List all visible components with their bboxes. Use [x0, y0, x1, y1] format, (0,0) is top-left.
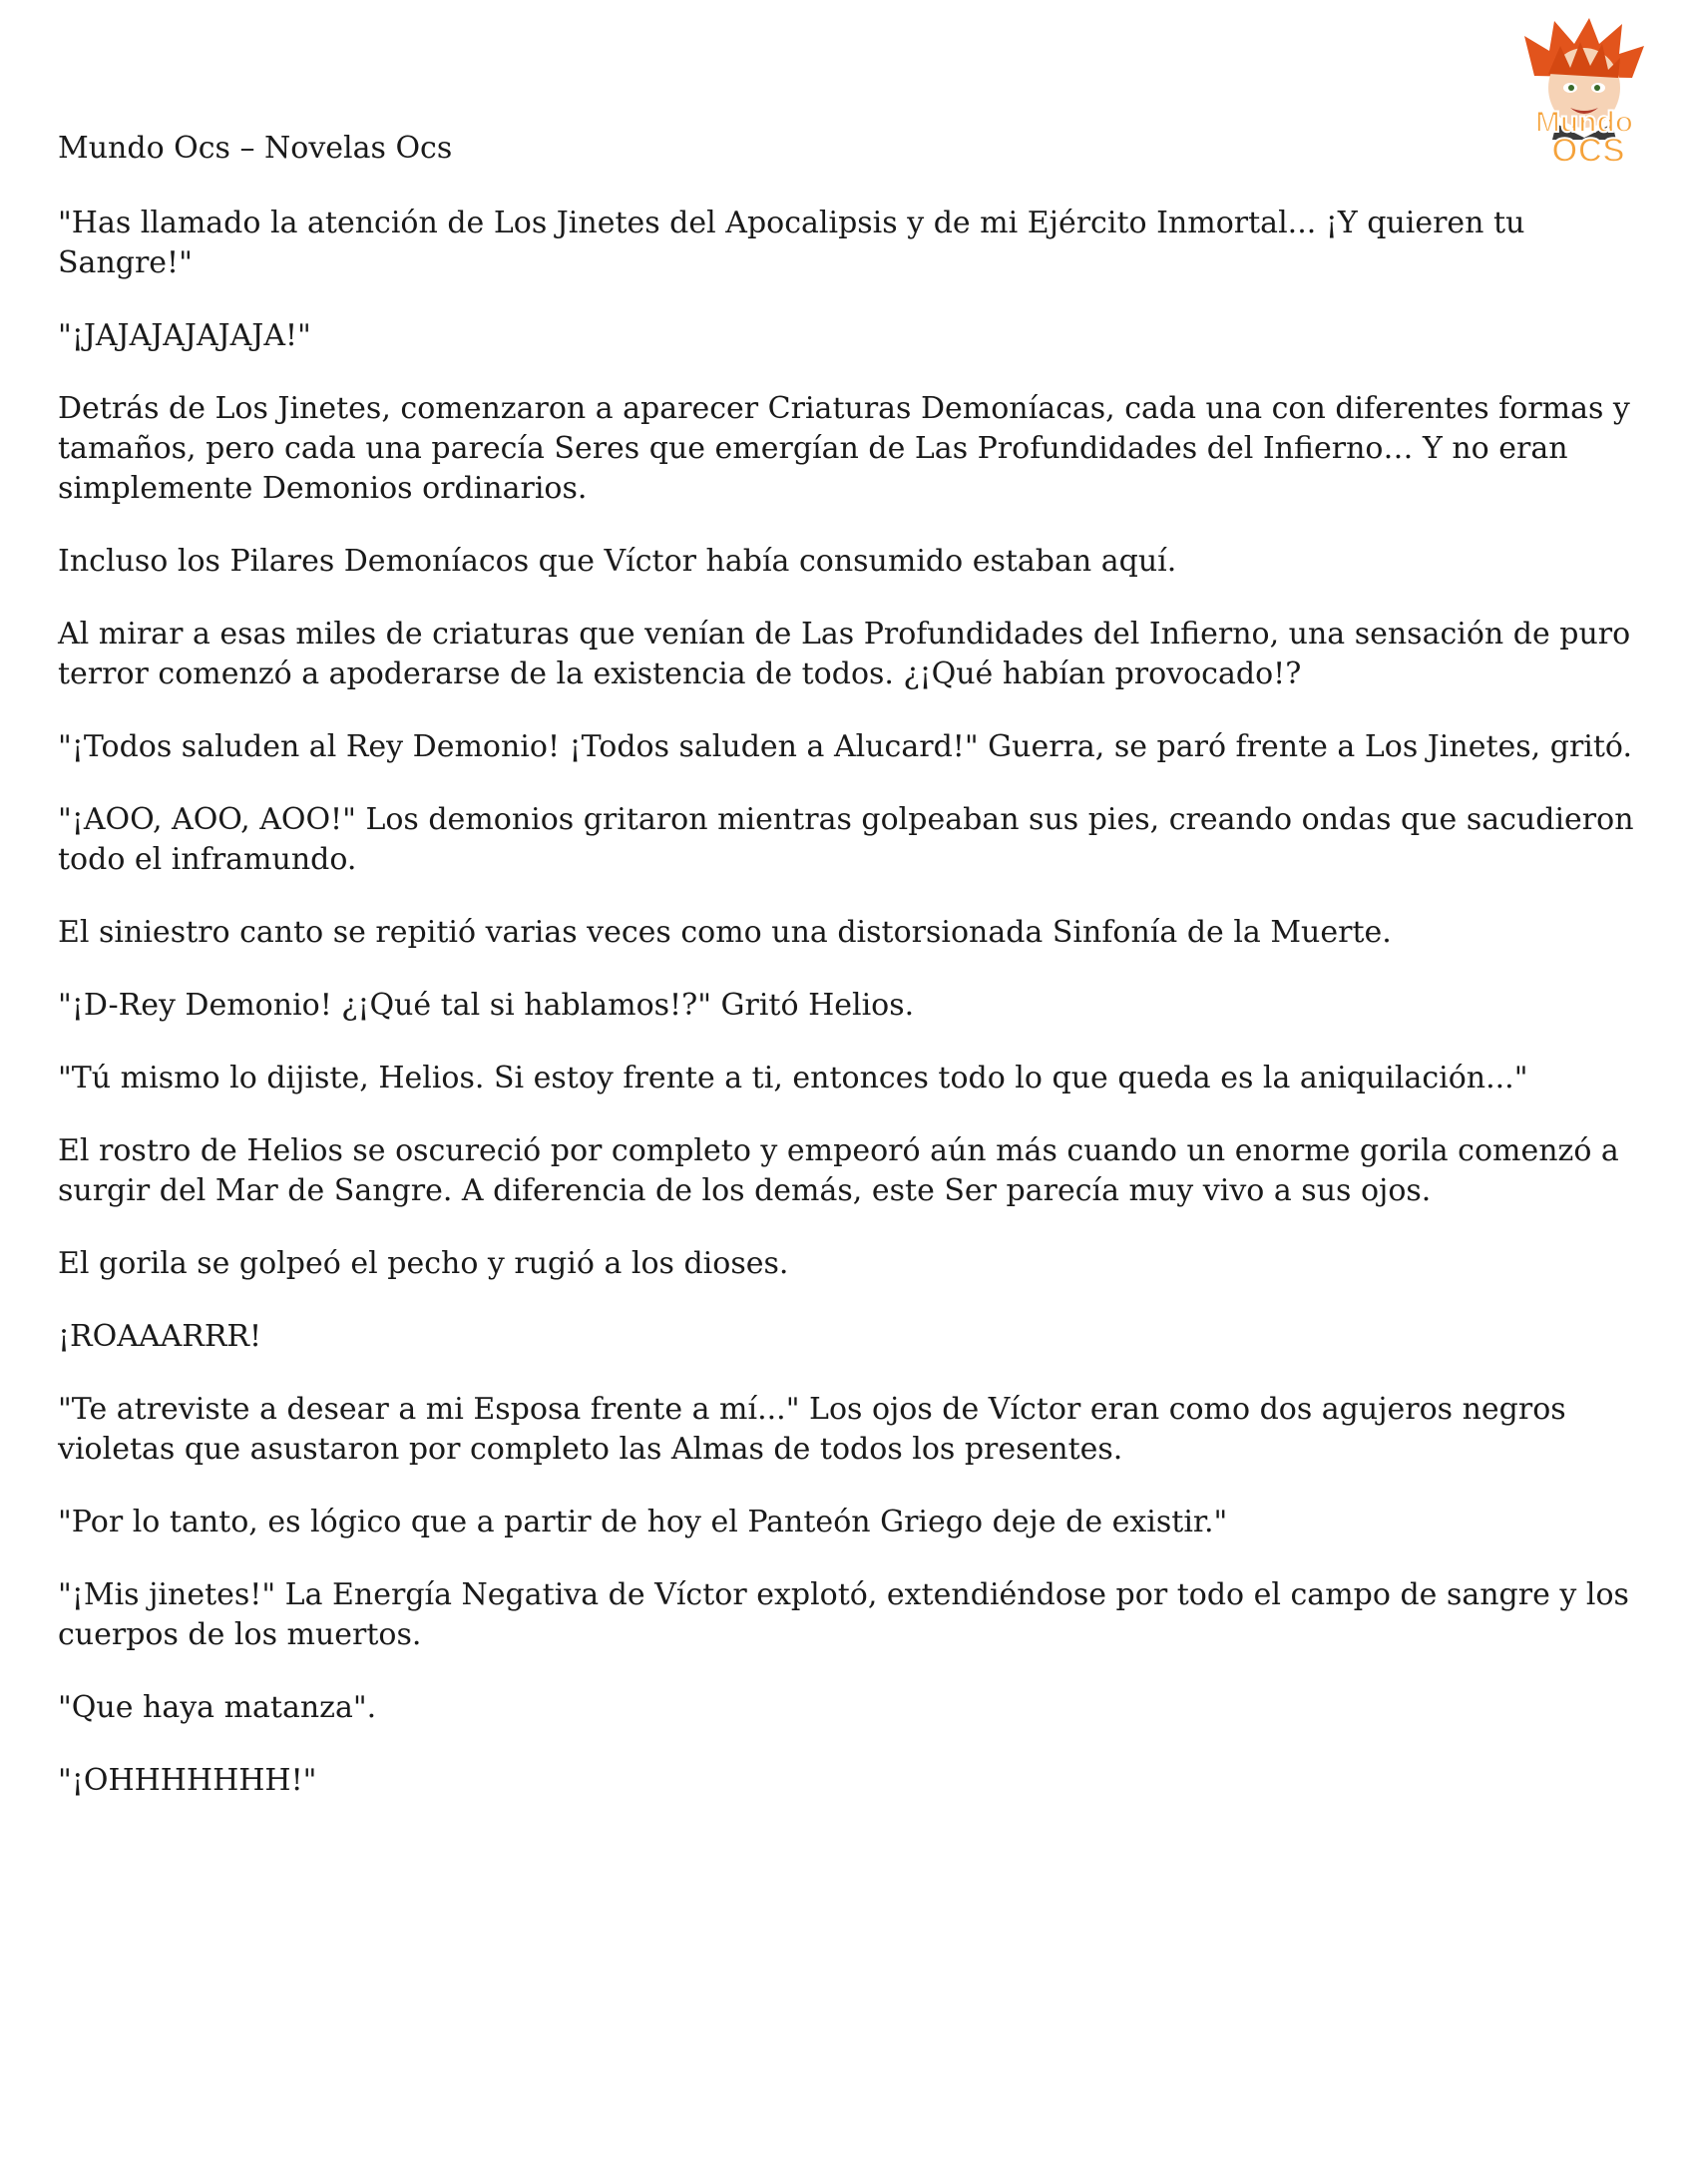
paragraph-list: [58, 204, 1634, 1801]
document-body: [58, 130, 1634, 1834]
paragraph: El siniestro canto se repitió varias veces como una distorsionada Sinfonía de la Muerte.: [58, 915, 1392, 950]
paragraph: "¡Mis jinetes!" La Energía Negativa de Víctor explotó, extendiéndose por todo el campo de sangre y los cuerpos de los muertos.: [58, 1577, 1629, 1652]
paragraph: "¡Todos saluden al Rey Demonio! ¡Todos saluden a Alucard!" Guerra, se paró frente a Los Jinetes, gritó.: [58, 729, 1633, 764]
paragraph: Detrás de Los Jinetes, comenzaron a aparecer Criaturas Demoníacas, cada una con diferentes formas y tamaños, pero cada una parecía Seres que emergían de Las Profundidades del Infierno… Y no eran simplemente Demonios ordinarios.: [58, 391, 1630, 506]
paragraph: "Por lo tanto, es lógico que a partir de hoy el Panteón Griego deje de existir.": [58, 1505, 1228, 1539]
svg-text:Mundo: Mundo: [1534, 106, 1634, 139]
paragraph: ¡ROAAARRR!: [58, 1319, 262, 1354]
paragraph: El gorila se golpeó el pecho y rugió a los dioses.: [58, 1246, 789, 1281]
paragraph: "Has llamado la atención de Los Jinetes del Apocalipsis y de mi Ejército Inmortal... ¡Y quieren tu Sangre!": [58, 206, 1525, 280]
paragraph: Incluso los Pilares Demoníacos que Víctor había consumido estaban aquí.: [58, 544, 1177, 579]
paragraph: "¡D-Rey Demonio! ¿¡Qué tal si hablamos!?" Gritó Helios.: [58, 988, 915, 1023]
paragraph: "Te atreviste a desear a mi Esposa frente a mí..." Los ojos de Víctor eran como dos agujeros negros violetas que asustaron por completo las Almas de todos los presentes.: [58, 1392, 1566, 1467]
svg-text:OCS: OCS: [1551, 132, 1625, 168]
paragraph: Al mirar a esas miles de criaturas que venían de Las Profundidades del Infierno, una sensación de puro terror comenzó a apoderarse de la existencia de todos. ¿¡Qué habían provocado!?: [58, 617, 1631, 691]
paragraph: "Que haya matanza".: [58, 1690, 377, 1725]
document-header: Mundo Ocs – Novelas Ocs: [58, 131, 453, 166]
paragraph: "¡AOO, AOO, AOO!" Los demonios gritaron mientras golpeaban sus pies, creando ondas que sacudieron todo el inframundo.: [58, 802, 1634, 877]
paragraph: "Tú mismo lo dijiste, Helios. Si estoy frente a ti, entonces todo lo que queda es la aniquilación...": [58, 1061, 1528, 1095]
paragraph: "¡OHHHHHHH!": [58, 1763, 317, 1798]
paragraph: El rostro de Helios se oscureció por completo y empeoró aún más cuando un enorme gorila comenzó a surgir del Mar de Sangre. A diferencia de los demás, este Ser parecía muy vivo a sus ojos.: [58, 1133, 1619, 1208]
paragraph: "¡JAJAJAJAJAJA!": [58, 318, 311, 353]
